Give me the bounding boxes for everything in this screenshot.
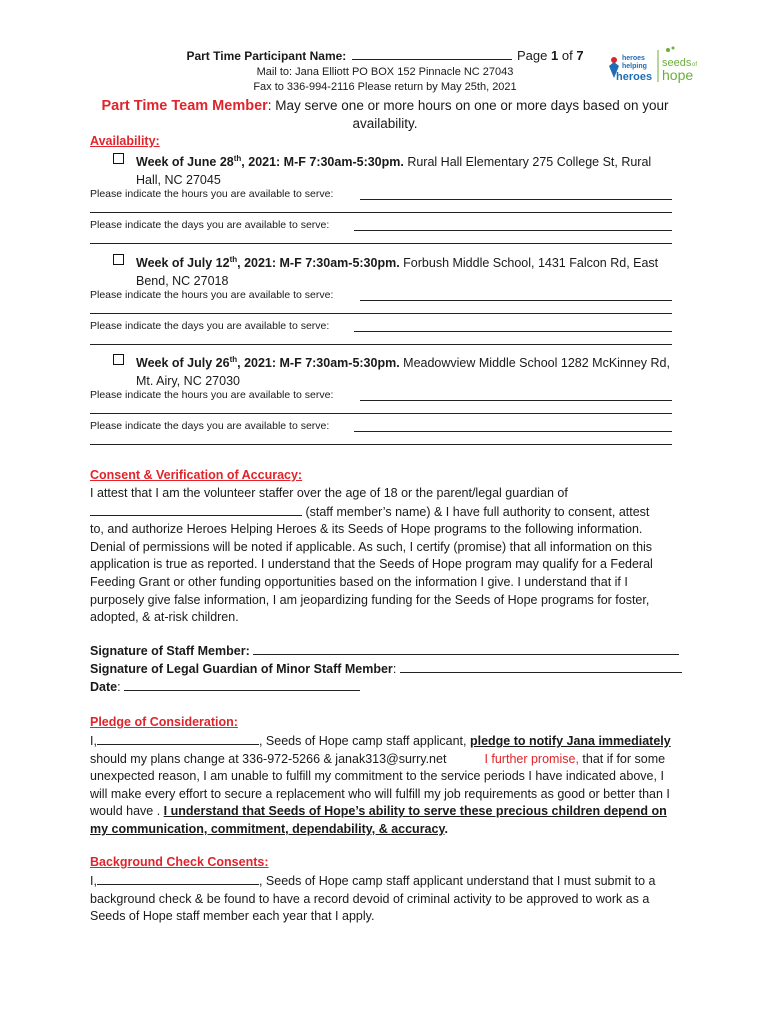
consent-line-1: I attest that I am the volunteer staffer over the age of 18 or the parent/legal guardian of (90, 486, 568, 500)
date-row: Date: (90, 678, 360, 695)
guardian-signature-field[interactable] (400, 660, 682, 673)
logo-seeds-text: seeds (662, 57, 692, 69)
pledge-line-2: should my plans change at 336-972-5266 & janak313@surry.net I further promise, that if for some (90, 751, 666, 766)
week-1-hours-line2[interactable] (90, 212, 672, 213)
date-label: Date (90, 680, 118, 694)
hours-label: Please indicate the hours you are available to serve: (90, 389, 334, 401)
days-label: Please indicate the days you are available to serve: (90, 420, 330, 432)
availability-heading: Availability: (90, 134, 160, 148)
week-2-days-line2[interactable] (90, 344, 672, 345)
mail-to-line: Mail to: Jana Elliott PO BOX 152 Pinnacle NC 27043 (256, 66, 514, 78)
pledge-heading: Pledge of Consideration: (90, 715, 238, 729)
days-label: Please indicate the days you are available to serve: (90, 320, 330, 332)
title-rest: : May serve one or more hours on one or more days based on your availability. (267, 98, 669, 131)
participant-name-label: Part Time Participant Name: (186, 49, 347, 63)
date-field[interactable] (124, 678, 360, 691)
week-3-checkbox[interactable] (113, 354, 124, 365)
consent-line-2: (staff member’s name) & I have full authority to consent, attest (90, 503, 680, 522)
week-1-checkbox[interactable] (113, 153, 124, 164)
guardian-signature-row: Signature of Legal Guardian of Minor Staff Member: (90, 660, 682, 677)
staff-signature-field[interactable] (253, 642, 679, 655)
background-heading: Background Check Consents: (90, 855, 269, 869)
pledge-paragraph (90, 732, 680, 839)
background-paragraph: I, , Seeds of Hope camp staff applicant understand that I must submit to a background check & be found to have a record devoid of criminal activity to be approved to work as a Seeds of Hope staff member each year that I apply. (90, 874, 656, 924)
week-1-hours-field[interactable] (360, 199, 672, 200)
pledge-name-field[interactable] (97, 732, 259, 745)
fax-line: Fax to 336-994-2116 Please return by May 25th, 2021 (253, 81, 517, 93)
week-1-days-line2[interactable] (90, 243, 672, 244)
logo-heroes2-text: heroes (616, 71, 653, 83)
days-label: Please indicate the days you are available to serve: (90, 219, 330, 231)
consent-body: to, and authorize Heroes Helping Heroes & its Seeds of Hope programs to the following information. Denial of permissions will be noted if applicable. As such, I certify (promise) that all information on this application is true as reported. I understand that the Seeds of Hope program may qualify for a Federal Feeding Grant or other funding opportunities based on the information I give. I understand that if I purposely give false information, I am jeopardizing funding for the Seeds of Hope programs for foster, adopted, & at-risk children. (90, 522, 653, 625)
staff-member-name-field[interactable] (90, 503, 302, 516)
week-1-text: Week of June 28th, 2021: M-F 7:30am-5:30pm. Rural Hall Elementary 275 College St, Rural Hall, NC 27045 (136, 154, 652, 188)
week-1-days-field[interactable] (354, 230, 672, 231)
title-red-part: Part Time Team Member (101, 98, 268, 114)
participant-name-field[interactable] (352, 47, 512, 60)
week-3-hours-row (90, 389, 672, 403)
week-2-hours-field[interactable] (360, 300, 672, 301)
week-2-days-row (90, 320, 672, 334)
consent-heading: Consent & Verification of Accuracy: (90, 468, 303, 482)
week-2-days-field[interactable] (354, 331, 672, 332)
consent-paragraph (90, 485, 680, 627)
week-2-checkbox[interactable] (113, 254, 124, 265)
staff-signature-row (90, 642, 679, 659)
week-2-text: Week of July 12th, 2021: M-F 7:30am-5:30pm. Forbush Middle School, 1431 Falcon Rd, East Bend, NC 27018 (136, 255, 659, 289)
week-3-hours-field[interactable] (360, 400, 672, 401)
hours-label: Please indicate the hours you are available to serve: (90, 188, 334, 200)
logo-helping-text: helping (622, 63, 647, 70)
hours-label: Please indicate the hours you are available to serve: (90, 289, 334, 301)
guardian-signature-label: Signature of Legal Guardian of Minor Staff Member (90, 662, 393, 676)
heroes-seeds-of-hope-logo (606, 44, 702, 88)
logo-hope-text: hope (662, 67, 694, 83)
pledge-body: unexpected reason, I am unable to fulfill my commitment to the service periods I have indicated above, I will make every effort to secure a replacement who will fulfill my job requirements as good or better than I would have . I understand that Seeds of Hope’s ability to serve these precious children depend on my communication, commitment, dependability, & accuracy. (90, 769, 670, 836)
week-1-hours-row (90, 188, 672, 202)
week-3-hours-line2[interactable] (90, 413, 672, 414)
week-2-hours-row (90, 289, 672, 303)
week-3-days-line2[interactable] (90, 444, 672, 445)
week-1-days-row (90, 219, 672, 233)
week-3-text: Week of July 26th, 2021: M-F 7:30am-5:30pm. Meadowview Middle School 1282 McKinney Rd, Mt. Airy, NC 27030 (136, 355, 670, 389)
week-3-days-row (90, 420, 672, 434)
staff-signature-label: Signature of Staff Member: (90, 644, 250, 658)
week-3-days-field[interactable] (354, 431, 672, 432)
pledge-line-1: I, , Seeds of Hope camp staff applicant, pledge to notify Jana immediately (90, 734, 671, 748)
page-title (100, 97, 670, 133)
logo-heroes-text: heroes (622, 55, 645, 62)
week-2-hours-line2[interactable] (90, 313, 672, 314)
background-name-field[interactable] (97, 872, 259, 885)
logo-of-text: of (692, 62, 698, 68)
page-indicator: Page 1 of 7 (516, 48, 584, 63)
